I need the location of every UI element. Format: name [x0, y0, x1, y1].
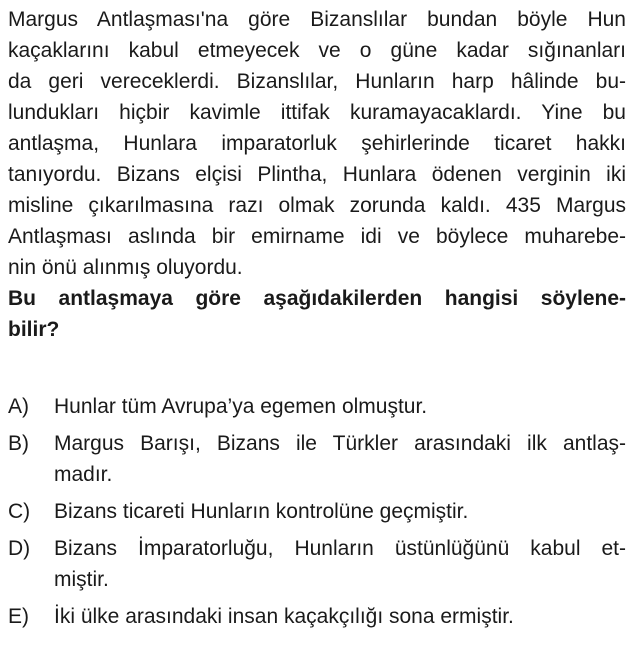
- option-text: [54, 533, 626, 595]
- passage-line: nin önü alınmış oluyordu.: [8, 256, 243, 279]
- option-letter: B): [8, 432, 29, 455]
- passage-line: tanıyordu. Bizans elçisi Plintha, Hunlara ödenen verginin iki: [8, 163, 626, 186]
- option-d[interactable]: [8, 533, 626, 595]
- option-a[interactable]: [8, 391, 626, 422]
- option-b[interactable]: [8, 428, 626, 490]
- option-letter: C): [8, 500, 31, 523]
- option-line: madır.: [54, 463, 113, 486]
- passage-line: lundukları hiçbir kavimle ittifak kuramayacaklardı. Yine bu: [8, 101, 626, 124]
- option-line: Bizans İmparatorluğu, Hunların üstünlüğünü kabul et-: [54, 537, 626, 560]
- passage-line: Antlaşması aslında bir emirname idi ve böylece muharebe-: [8, 225, 626, 248]
- passage-line: da geri vereceklerdi. Bizanslılar, Hunların harp hâlinde bu-: [8, 70, 626, 93]
- option-line: Bizans ticareti Hunların kontrolüne geçmiştir.: [54, 500, 469, 523]
- option-line: Margus Barışı, Bizans ile Türkler arasındaki ilk antlaş-: [54, 432, 626, 455]
- option-text: [54, 601, 626, 632]
- option-letter: D): [8, 537, 31, 560]
- option-line: miştir.: [54, 568, 109, 591]
- option-letter: A): [8, 395, 29, 418]
- option-line: İki ülke arasındaki insan kaçakçılığı sona ermiştir.: [54, 605, 514, 628]
- option-text: [54, 496, 626, 527]
- passage-line: misline çıkarılmasına razı olmak zorunda kaldı. 435 Margus: [8, 194, 626, 217]
- option-line: Hunlar tüm Avrupa’ya egemen olmuştur.: [54, 395, 428, 418]
- question-line: Bu antlaşmaya göre aşağıdakilerden hangisi söylene-: [8, 287, 626, 310]
- answer-options: [8, 391, 626, 632]
- option-letter: E): [8, 605, 29, 628]
- passage-line: Margus Antlaşması'na göre Bizanslılar bundan böyle Hun: [8, 8, 626, 31]
- passage-line: antlaşma, Hunlara imparatorluk şehirlerinde ticaret hakkı: [8, 132, 626, 155]
- option-c[interactable]: [8, 496, 626, 527]
- option-e[interactable]: [8, 601, 626, 632]
- passage-line: kaçaklarını kabul etmeyecek ve o güne kadar sığınanları: [8, 39, 626, 62]
- question-stem: [8, 283, 626, 345]
- passage-text: [8, 4, 626, 283]
- option-text: [54, 428, 626, 490]
- option-text: [54, 391, 626, 422]
- question-line: bilir?: [8, 318, 60, 341]
